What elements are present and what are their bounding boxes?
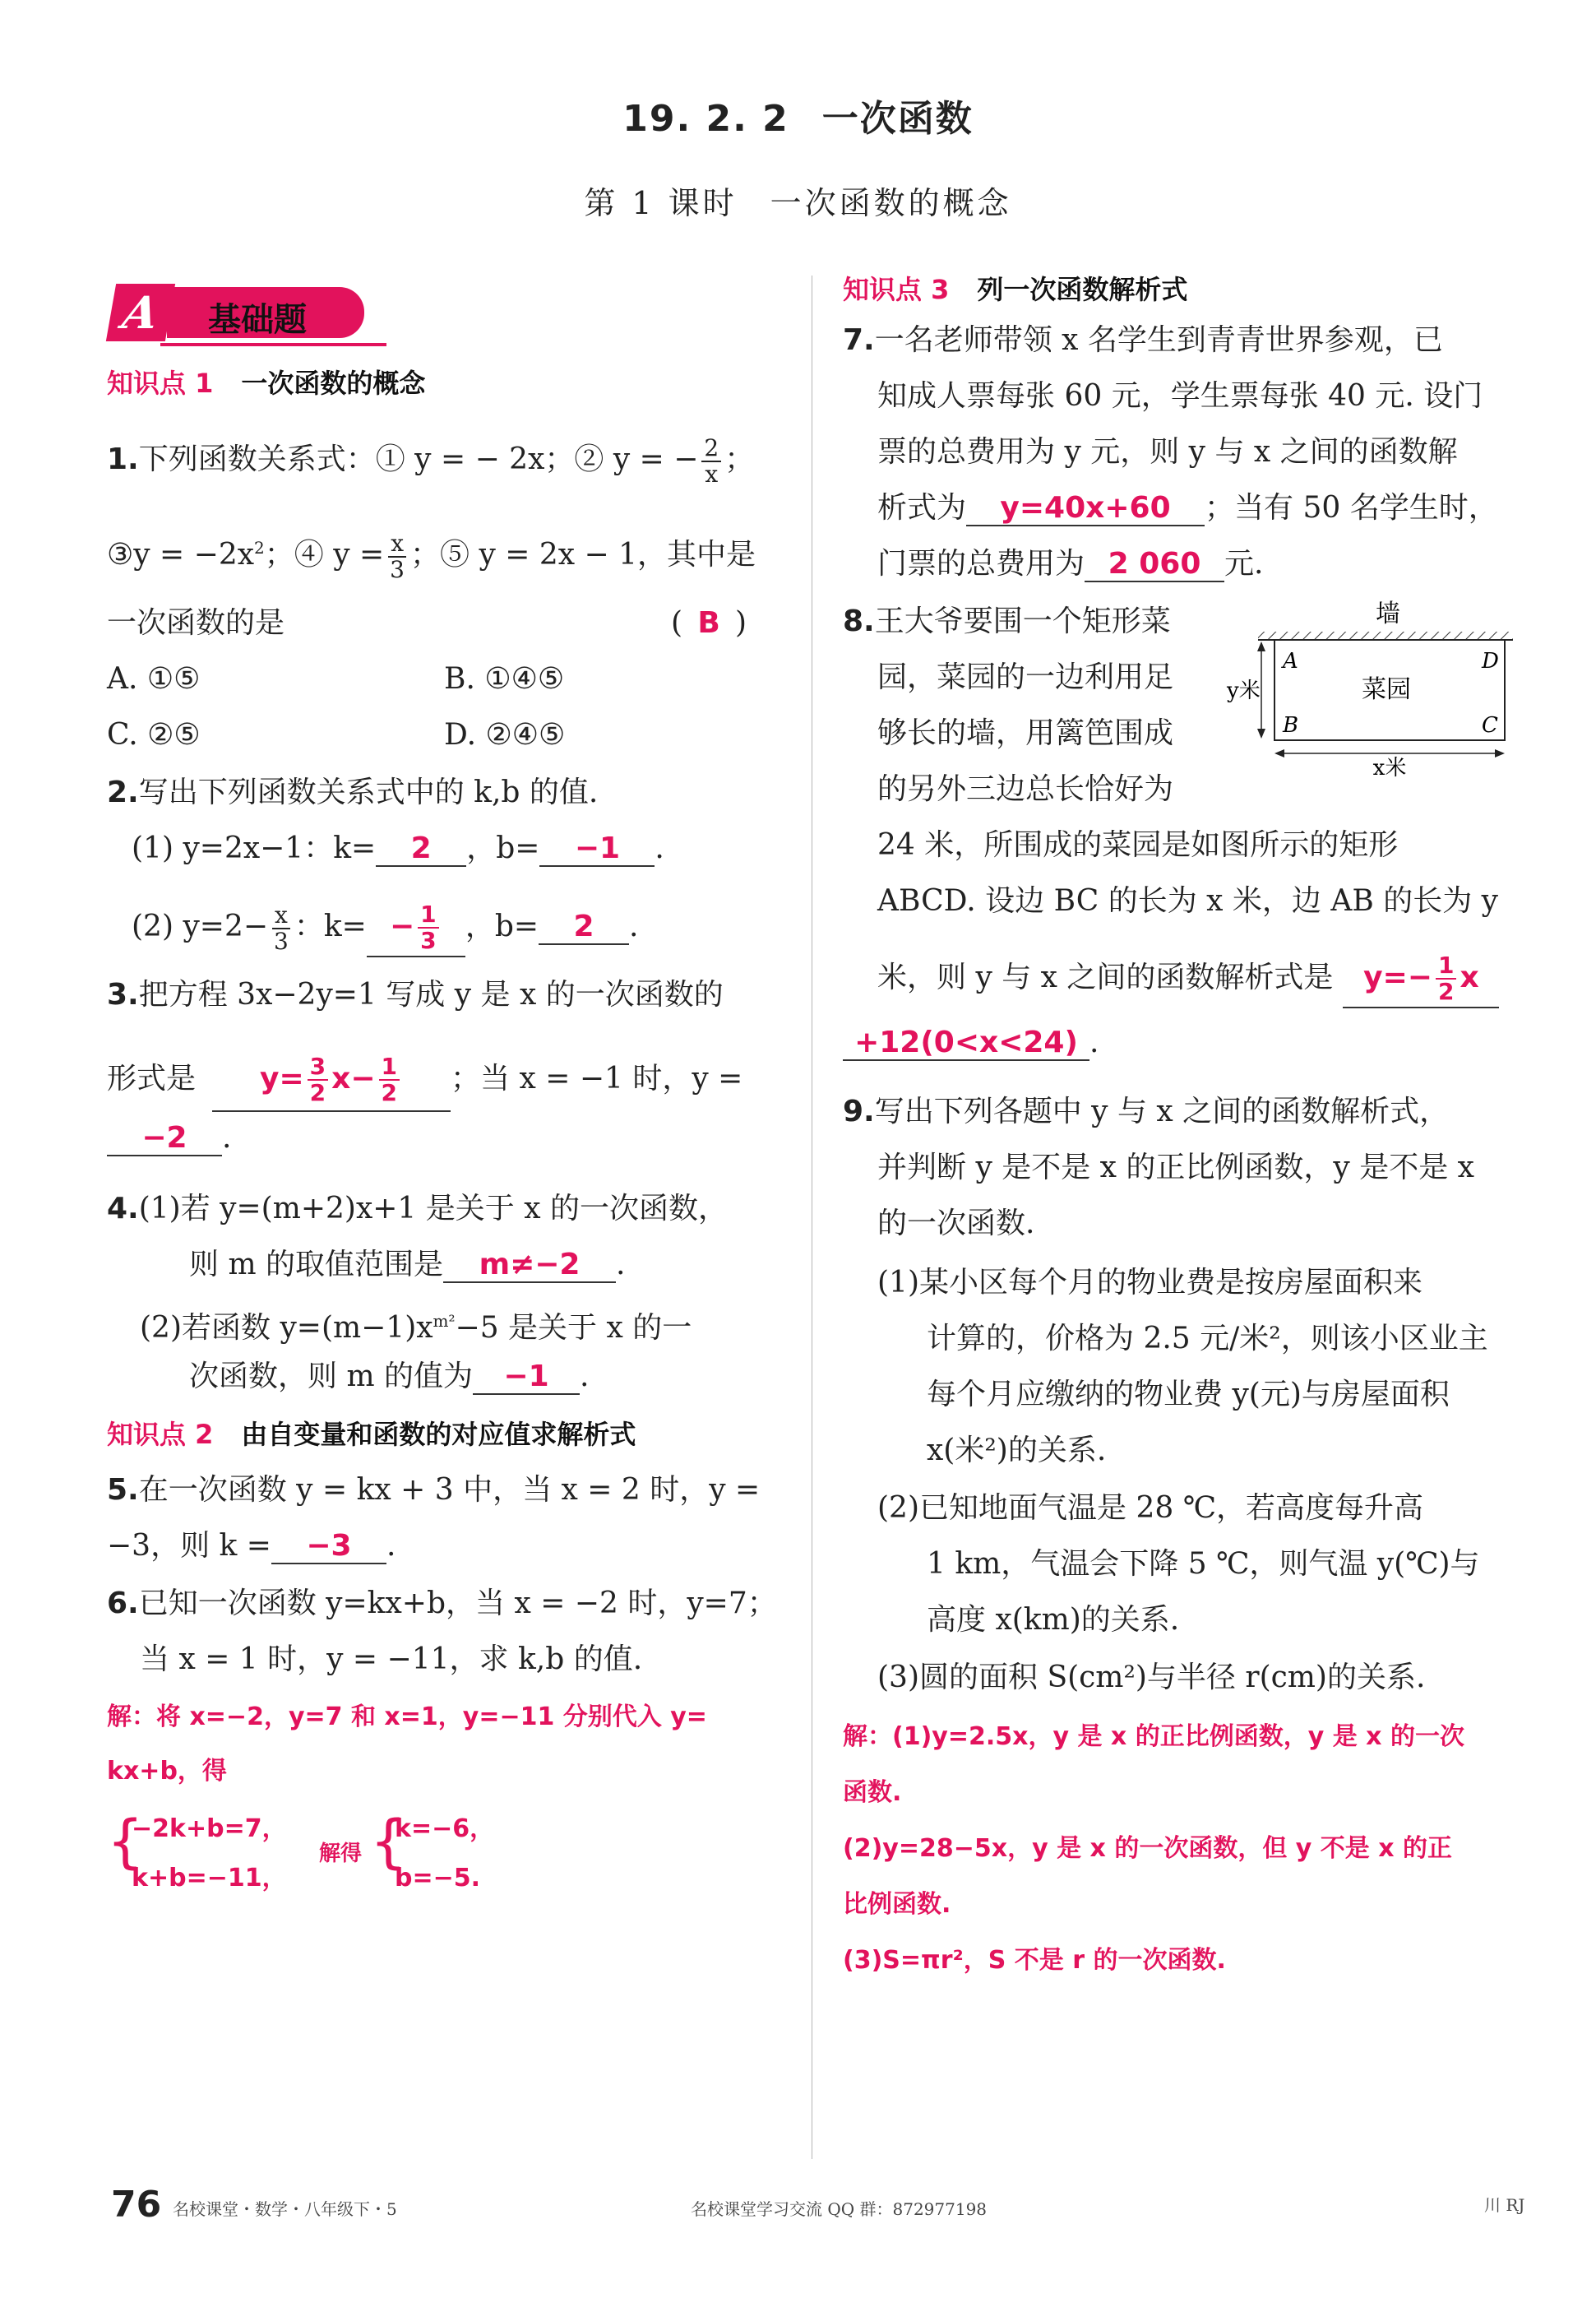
wall-hatch (1258, 632, 1513, 640)
lesson-subtitle (0, 178, 1596, 223)
question-9-solution-1: 解：(1)y=2.5x，y 是 x 的正比例函数，y 是 x 的一次 (843, 1722, 1464, 1751)
question-8-line-2: 园，菜园的一边利用足 (877, 660, 1174, 694)
question-3-line-2: 形式是 y= $\frac{3}{2}$ x− $\frac{1}{2}$ ；当 x = −1 时，y = (107, 1048, 742, 1112)
question-7: 7.一名老师带领 x 名学生到青青世界参观，已 (843, 323, 1443, 357)
workbook-page: 19. 2. 2 一次函数 第 1 课时 一次函数的概念 基础题 A 知识点 1 一次函数的概念 1.下列函数关系式：① y = − 2x；② y = − $\frac{2}{x}$ ； ③y = $-2x^2$；④ y = $\frac{x}{3}$ ；⑤ y = 2x − 1，其中是 一次函数的是 ( B ) A. ①⑤ B. ①④⑤ C. ②⑤ D. ②④⑤ 2.写出下列函数关系式中的 k,b 的值. (1) y=2x−1：k= 2 ，b= −1 . (2) y=2− $\frac{x}{3}$ ：k= − $\frac{1}{3}$ ，b= 2 . 3.把方程 3x−2y=1 写成 y 是 x 的一次函数的 形式是 y= $\frac{3}{2}$ x− $\frac{1}{2}$ ；当 x = −1 时，y = −2 . 4.(1)若 y=(m+2)x+1 是关于 x 的一次函数， 则 m 的取值范围是 m≠−2 . (2)若函数 $y=(m-1)x^{m^2}-5$ 是关于 x 的一 次函数，则 m 的值为 −1 . 知识点 2 由自变量和函数的对应值求解析式 5.在一次函数 y = kx + 3 中，当 x = 2 时，y = −3，则 k = −3 . 6.已知一次函数 y=kx+b，当 x = −2 时，y=7； 当 x = 1 时，y = −11，求 k,b 的值. 解：将 x=−2，y=7 和 x=1，y=−11 分别代入 y= kx+b，得 { −2k+b=7， k+b=−11， 解得 { k=−6， b=−5. 知识点 3 列一次函数解析式 7.一名老师带领 x 名学生到青青世界参观，已 知成人票每张 60 元，学生票每张 40 元. 设门 票的总费用为 y 元，则 y 与 x 之间的函数解 析式为 y=40x+60 ；当有 50 名学生时， 门票的总费用为 2 060 元. 8.王大爷要围一个矩形菜 园，菜园的一边利用足 够长的墙，用篱笆围成 的另外三边总长恰好为 24 米，所围成的菜园是如图所示的矩形 ABCD. 设边 BC 的长为 x 米，边 AB 的长为 y 米，则 y 与 x 之间的函数解析式是 y=− $\frac{1}{2}$ x +12(0<x<24) . 9.写出下列各题中 y 与 x 之间的函数解析式， 并判断 y 是不是 x 的正比例函数，y 是不是 x 的一次函数. (1)某小区每个月的物业费是按房屋面积来 计算的，价格为 2.5 元/米²，则该小区业主 每个月应缴纳的物业费 y(元)与房屋面积 x(米²)的关系. (2)已知地面气温是 28 ℃，若高度每升高 1 km，气温会下降 5 ℃，则气温 y(℃)与 高度 x(km)的关系. (3)圆的面积 S(cm²)与半径 r(cm)的关系. 解：(1)y=2.5x，y 是 x 的正比例函数，y 是 x 的一次 函数. (2)y=28−5x，y 是 x 的一次函数，但 y 不是 x 的正 比例函数. (3)S=πr²，S 不是 r 的一次函数. 墙 A D B C 菜园 y米 x米 76 名校课堂・数学・八年级下・5 名校课堂学习交流 QQ 群：872977198 川 RJ (0, 0, 1596, 2321)
question-4-part-2: (2)若函数 $y=(m-1)x^{m^2}-5$ 是关于 x 的一 (140, 1311, 692, 1345)
question-9-part-1: (1)某小区每个月的物业费是按房屋面积来 (877, 1266, 1423, 1299)
question-9-part-3: (3)圆的面积 S(cm²)与半径 r(cm)的关系. (877, 1661, 1426, 1694)
question-3-line-3: −2 . (107, 1119, 231, 1158)
question-7-line-3: 票的总费用为 y 元，则 y 与 x 之间的函数解 (877, 435, 1458, 469)
vertex-d: D (1482, 649, 1499, 674)
x-label: x米 (1372, 756, 1407, 781)
question-7-line-2: 知成人票每张 60 元，学生票每张 40 元. 设门 (877, 379, 1483, 413)
vertex-b: B (1283, 713, 1299, 738)
question-6-solution-1: 解：将 x=−2，y=7 和 x=1，y=−11 分别代入 y= (107, 1703, 707, 1731)
vertex-c: C (1482, 713, 1498, 738)
page-number: 76 (111, 2184, 162, 2226)
q1-option-b: B. ①④⑤ (444, 662, 565, 696)
garden-label: 菜园 (1362, 675, 1411, 704)
question-6: 6.已知一次函数 y=kx+b，当 x = −2 时，y=7； (107, 1587, 777, 1620)
q1-option-a: A. ①⑤ (107, 662, 201, 696)
question-6-solution-2: kx+b，得 (107, 1757, 227, 1786)
garden-diagram (1225, 600, 1521, 781)
knowledge-point-1: 知识点 1 一次函数的概念 (107, 368, 426, 399)
section-name: 一次函数 (821, 98, 974, 140)
lesson-name: 一次函数的概念 (770, 185, 1012, 221)
question-6-line-2: 当 x = 1 时，y = −11，求 k,b 的值. (140, 1642, 643, 1676)
footer-qq-group: 名校课堂学习交流 QQ 群：872977198 (691, 2199, 988, 2219)
lesson-number: 第 1 课时 (584, 185, 738, 221)
question-8: 8.王大爷要围一个矩形菜 (843, 605, 1171, 638)
question-9-line-2: 并判断 y 是不是 x 的正比例函数，y 是不是 x (877, 1151, 1474, 1184)
question-2-part-2: (2) y=2− $\frac{x}{3}$ ：k= − $\frac{1}{3}$ ，b= 2 . (132, 898, 639, 957)
question-5-line-2: −3，则 k = −3 . (107, 1529, 396, 1563)
badge-label: 基础题 (208, 301, 307, 339)
question-1: 1.下列函数关系式：① y = − 2x；② y = − $\frac{2}{x}$ ； (107, 434, 755, 488)
section-title (0, 89, 1596, 141)
q1-answer: B (697, 606, 720, 640)
badge-letter: A (106, 284, 175, 341)
q1-option-d: D. ②④⑤ (444, 718, 566, 752)
question-2-part-1: (1) y=2x−1：k= 2 ，b= −1 . (132, 832, 664, 865)
question-8-line-3: 够长的墙，用篱笆围成 (877, 716, 1174, 750)
question-9: 9.写出下列各题中 y 与 x 之间的函数解析式， (843, 1095, 1450, 1128)
question-4-line-2: 则 m 的取值范围是 m≠−2 . (189, 1248, 626, 1281)
question-8-line-6: ABCD. 设边 BC 的长为 x 米，边 AB 的长为 y (877, 884, 1498, 918)
question-2: 2.写出下列函数关系式中的 k,b 的值. (107, 776, 599, 809)
footer-edition: 川 RJ (1484, 2195, 1525, 2215)
basic-level-badge (111, 284, 386, 350)
question-7-line-5: 门票的总费用为 2 060 元. (877, 547, 1264, 581)
question-8-line-7: 米，则 y 与 x 之间的函数解析式是 y=− $\frac{1}{2}$ x (877, 949, 1499, 1008)
question-9-part-2: (2)已知地面气温是 28 ℃，若高度每升高 (877, 1491, 1423, 1525)
question-8-line-8: +12(0<x<24) . (843, 1023, 1099, 1063)
q1-option-c: C. ②⑤ (107, 718, 201, 752)
footer-book-info: 名校课堂・数学・八年级下・5 (173, 2199, 397, 2219)
question-5: 5.在一次函数 y = kx + 3 中，当 x = 2 时，y = (107, 1473, 761, 1507)
knowledge-point-3: 知识点 3 列一次函数解析式 (843, 274, 1188, 305)
question-1-line-3: 一次函数的是 ( B ) (107, 604, 781, 643)
question-4: 4.(1)若 y=(m+2)x+1 是关于 x 的一次函数， (107, 1192, 728, 1225)
question-8-line-5: 24 米，所围成的菜园是如图所示的矩形 (877, 828, 1399, 862)
section-number: 19. 2. 2 (622, 98, 789, 140)
question-9-solution-3: (3)S=πr²，S 不是 r 的一次函数. (843, 1946, 1226, 1975)
wall-label: 墙 (1376, 600, 1400, 628)
question-9-line-3: 的一次函数. (877, 1207, 1035, 1240)
vertex-a: A (1283, 649, 1298, 674)
knowledge-point-2: 知识点 2 由自变量和函数的对应值求解析式 (107, 1419, 636, 1450)
y-label: y米 (1227, 679, 1261, 703)
question-3: 3.把方程 3x−2y=1 写成 y 是 x 的一次函数的 (107, 978, 724, 1012)
question-8-line-4: 的另外三边总长恰好为 (877, 772, 1174, 806)
question-7-line-4: 析式为 y=40x+60 ；当有 50 名学生时， (877, 491, 1498, 525)
question-4-line-4: 次函数，则 m 的值为 −1 . (189, 1360, 590, 1393)
question-9-solution-2: (2)y=28−5x，y 是 x 的一次函数，但 y 不是 x 的正 (843, 1834, 1453, 1863)
question-1-line-2: ③y = $-2x^2$；④ y = $\frac{x}{3}$ ；⑤ y = 2x − 1，其中是 (107, 530, 756, 583)
